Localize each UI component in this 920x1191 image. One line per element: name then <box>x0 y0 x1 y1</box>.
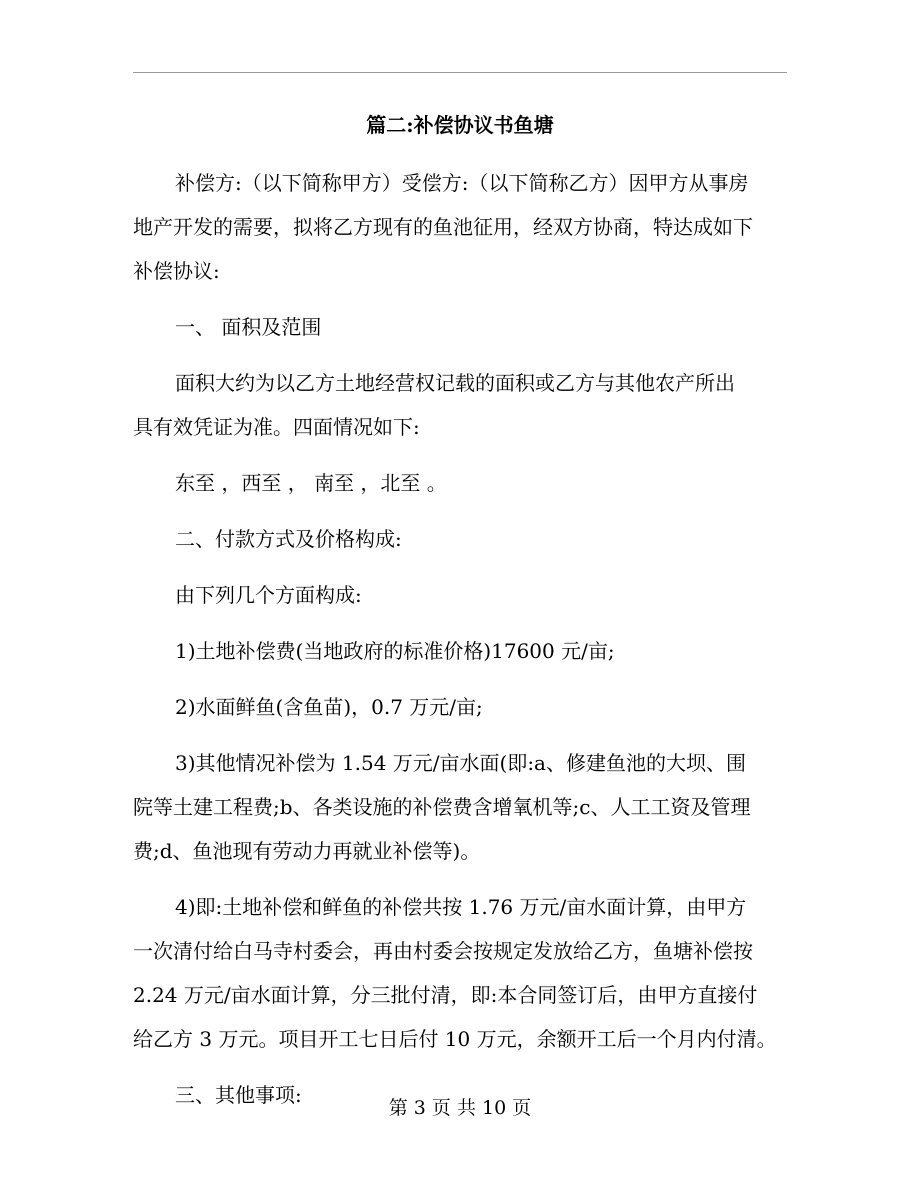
paragraph-line: 补偿协议: <box>133 259 220 283</box>
paragraph-line: 4)即:土地补偿和鲜鱼的补偿共按 1.76 万元/亩水面计算，由甲方 <box>175 895 747 919</box>
paragraph-line: 一、 面积及范围 <box>175 315 322 339</box>
paragraph-line: 给乙方 3 万元。项目开工七日后付 10 万元，余额开工后一个月内付清。 <box>133 1027 777 1051</box>
document-body <box>133 161 787 1129</box>
page-indicator: 第 3 页 共 10 页 <box>388 1097 532 1119</box>
paragraph <box>133 361 787 449</box>
header-rule <box>133 72 787 73</box>
paragraph-line: 院等土建工程费;b、各类设施的补偿费含增氧机等;c、人工工资及管理 <box>133 795 751 819</box>
paragraph-line: 二、付款方式及价格构成: <box>175 527 402 551</box>
paragraph <box>133 741 787 873</box>
paragraph <box>133 573 787 617</box>
paragraph <box>133 461 787 505</box>
paragraph <box>133 161 787 293</box>
paragraph <box>133 685 787 729</box>
paragraph-line: 具有效凭证为准。四面情况如下: <box>133 415 420 439</box>
paragraph-line: 面积大约为以乙方土地经营权记载的面积或乙方与其他农产所出 <box>175 371 735 395</box>
paragraph-line: 2)水面鲜鱼(含鱼苗)，0.7 万元/亩; <box>175 695 483 719</box>
paragraph-line: 1)土地补偿费(当地政府的标准价格)17600 元/亩; <box>175 639 615 663</box>
document-title: 篇二:补偿协议书鱼塘 <box>366 113 554 137</box>
paragraph <box>133 305 787 349</box>
paragraph-line: 地产开发的需要，拟将乙方现有的鱼池征用，经双方协商，特达成如下 <box>133 215 753 239</box>
paragraph-line: 三、其他事项: <box>175 1083 302 1107</box>
paragraph-line: 3)其他情况补偿为 1.54 万元/亩水面(即:a、修建鱼池的大坝、围 <box>175 751 746 775</box>
paragraph <box>133 517 787 561</box>
paragraph-line: 补偿方:（以下简称甲方）受偿方:（以下简称乙方）因甲方从事房 <box>175 171 749 195</box>
paragraph-line: 由下列几个方面构成: <box>175 583 362 607</box>
paragraph-line: 一次清付给白马寺村委会，再由村委会按规定发放给乙方，鱼塘补偿按 <box>133 939 753 963</box>
paragraph <box>133 885 787 1061</box>
paragraph <box>133 629 787 673</box>
paragraph-line: 2.24 万元/亩水面计算，分三批付清，即:本合同签订后，由甲方直接付 <box>133 983 758 1007</box>
paragraph-line: 费;d、鱼池现有劳动力再就业补偿等)。 <box>133 839 481 863</box>
paragraph-line: 东至 ，西至 ， 南至 ，北至 。 <box>175 471 447 495</box>
